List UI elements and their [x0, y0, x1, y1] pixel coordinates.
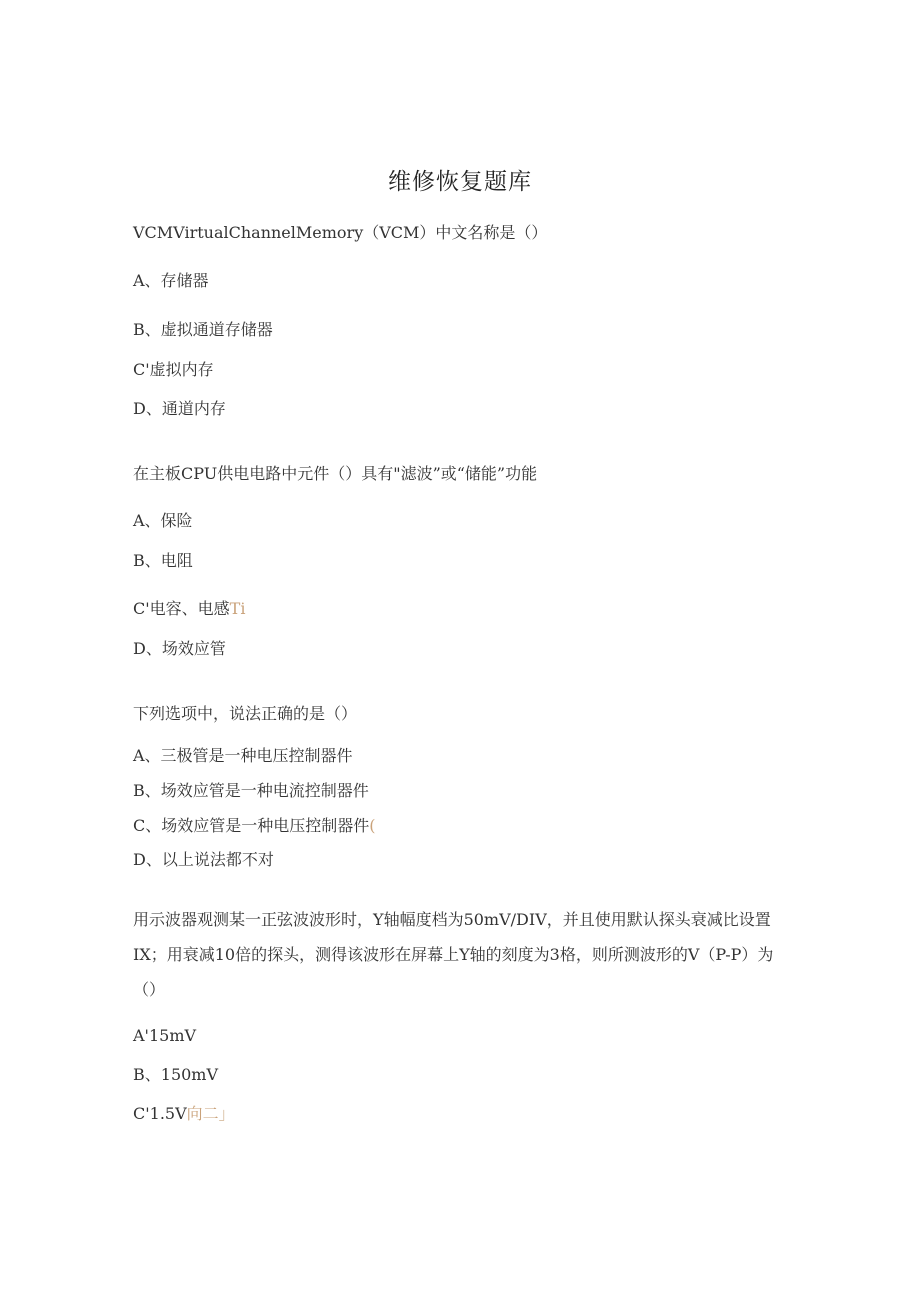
question-4-option-a: A'15mV [133, 1026, 197, 1045]
question-2-option-c-text: C'电容、电感 [133, 599, 230, 618]
question-3-option-a: A、三极管是一种电压控制器件 [133, 746, 353, 765]
question-2-stem: 在主板CPU供电电路中元件（）具有"滤波”或“储能”功能 [133, 464, 538, 483]
question-1-stem: VCMVirtualChannelMemory（VCM）中文名称是（） [133, 223, 548, 242]
question-3-option-d: D、以上说法都不对 [133, 850, 274, 869]
question-1-option-d: D、通道内存 [133, 399, 226, 418]
question-4-option-c-text: C'1.5V [133, 1104, 187, 1123]
question-3-stem: 下列选项中，说法正确的是（） [133, 704, 358, 723]
question-4-option-b: B、150mV [133, 1065, 219, 1084]
question-3-option-c [133, 813, 376, 836]
question-1-option-b: B、虚拟通道存储器 [133, 320, 273, 339]
question-3-option-c-text: C、场效应管是一种电压控制器件 [133, 816, 370, 835]
question-2-option-d: D、场效应管 [133, 639, 226, 658]
question-2-option-c [133, 596, 245, 619]
document-title: 维修恢复题库 [388, 169, 532, 195]
question-2-option-b: B、电阻 [133, 551, 193, 570]
question-2-option-a: A、保险 [133, 511, 193, 530]
question-1-option-c: C'虚拟内存 [133, 360, 214, 379]
question-1-option-a: A、存储器 [133, 271, 209, 290]
question-3-option-b: B、场效应管是一种电流控制器件 [133, 781, 369, 800]
question-4-option-c [133, 1101, 235, 1124]
question-4-stem: 用示波器观测某一正弦波波形时，Y轴幅度档为50mV/DIV，并且使用默认探头衰减比设置IX；用衰减10倍的探头，测得该波形在屏幕上Y轴的刻度为3格，则所测波形的V（P-P）为（） [133, 910, 774, 999]
stray-mark: Ti [229, 599, 246, 618]
stray-mark: ( [369, 816, 376, 835]
stray-mark: 向二」 [186, 1104, 235, 1123]
